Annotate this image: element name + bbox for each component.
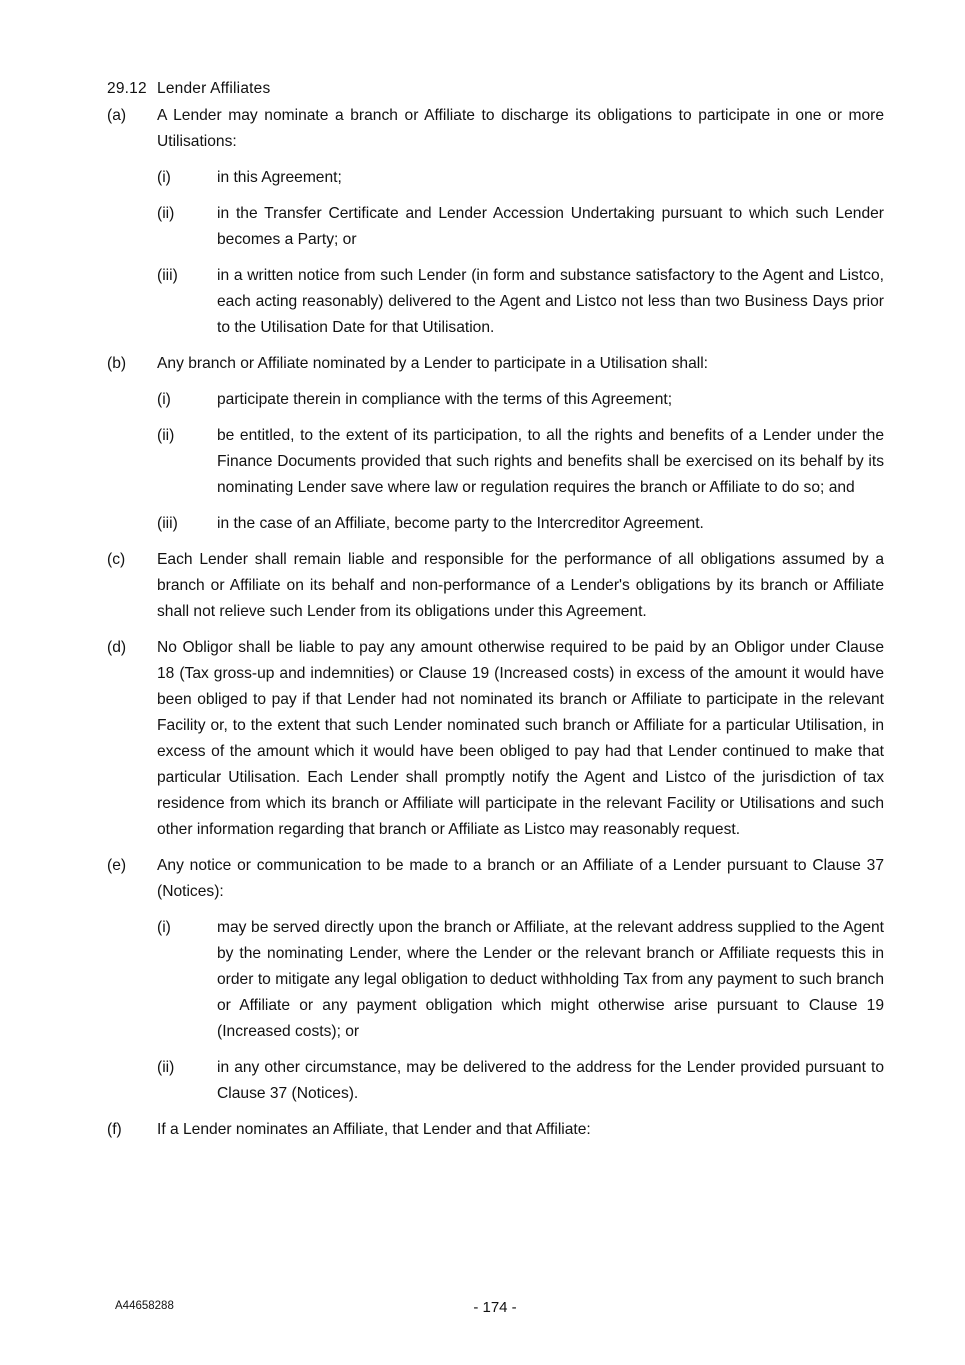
section-heading [107, 80, 270, 98]
subparagraph-label: (iii) [157, 267, 178, 284]
clause-body [107, 103, 884, 1153]
subparagraph-label: (ii) [157, 205, 175, 222]
subparagraph-label: (i) [157, 919, 171, 936]
paragraph-text: If a Lender nominates an Affiliate, that Lender and that Affiliate: [157, 1121, 591, 1138]
subparagraph-e-ii [107, 1055, 884, 1107]
paragraph-text: Each Lender shall remain liable and responsible for the performance of all obligations assumed by a branch or Affiliate on its behalf and non-performance of a Lender's obligations by its branch or Affiliate shall not relieve such Lender from its obligations under this Agreement. [157, 551, 884, 620]
subparagraph-e-i [107, 915, 884, 1045]
paragraph-text: Any notice or communication to be made to a branch or an Affiliate of a Lender pursuant to Clause 37 (Notices): [157, 857, 884, 900]
subparagraph-a-i [107, 165, 884, 191]
subparagraph-a-ii [107, 201, 884, 253]
subparagraph-text: be entitled, to the extent of its participation, to all the rights and benefits of a Lender under the Finance Documents provided that such rights and benefits shall be exercised on its behalf by its nominating Lender save where law or regulation requires the branch or Affiliate to do so; and [217, 427, 884, 496]
section-number: 29.12 [107, 80, 147, 97]
paragraph-label: (c) [107, 551, 126, 568]
page-number: - 174 - [473, 1299, 517, 1316]
paragraph-text: No Obligor shall be liable to pay any amount otherwise required to be paid by an Obligor under Clause 18 (Tax gross-up and indemnities) or Clause 19 (Increased costs) in excess of the amount it would have been obliged to pay if that Lender had not nominated its branch or Affiliate to participate in the relevant Facility or, to the extent that such Lender nominated such branch or Affiliate for a particular Utilisation, in excess of the amount which it would have been obliged to pay had that Lender continued to make that particular Utilisation. Each Lender shall promptly notify the Agent and Listco of the jurisdiction of tax residence from which its branch or Affiliate will participate in the relevant Facility or Utilisations and such other information regarding that branch or Affiliate as Listco may reasonably request. [157, 639, 884, 838]
subparagraph-a-iii [107, 263, 884, 341]
paragraph-label: (f) [107, 1121, 122, 1138]
subparagraph-text: in the case of an Affiliate, become party to the Intercreditor Agreement. [217, 515, 704, 532]
subparagraph-text: in the Transfer Certificate and Lender Accession Undertaking pursuant to which such Lender becomes a Party; or [217, 205, 884, 248]
section-title: Lender Affiliates [157, 80, 271, 97]
paragraph-c [107, 547, 884, 625]
paragraph-text: A Lender may nominate a branch or Affiliate to discharge its obligations to participate in one or more Utilisations: [157, 107, 884, 150]
subparagraph-b-iii [107, 511, 884, 537]
paragraph-a [107, 103, 884, 155]
subparagraph-label: (i) [157, 169, 171, 186]
subparagraph-b-ii [107, 423, 884, 501]
subparagraph-text: in a written notice from such Lender (in form and substance satisfactory to the Agent and Listco, each acting reasonably) delivered to the Agent and Listco not less than two Business Days prior to the Utilisation Date for that Utilisation. [217, 267, 884, 336]
subparagraph-label: (ii) [157, 1059, 175, 1076]
paragraph-b [107, 351, 884, 377]
document-reference: A44658288 [115, 1300, 174, 1312]
subparagraph-text: in this Agreement; [217, 169, 342, 186]
subparagraph-text: in any other circumstance, may be delivered to the address for the Lender provided pursuant to Clause 37 (Notices). [217, 1059, 884, 1102]
paragraph-e [107, 853, 884, 905]
subparagraph-text: may be served directly upon the branch or Affiliate, at the relevant address supplied to the Agent by the nominating Lender, where the Lender or the relevant branch or Affiliate requests this in order to mitigate any legal obligation to deduct withholding Tax from any payment to such branch or Affiliate or any payment obligation which might otherwise arise pursuant to Clause 19 (Increased costs); or [217, 919, 884, 1040]
subparagraph-b-i [107, 387, 884, 413]
paragraph-text: Any branch or Affiliate nominated by a Lender to participate in a Utilisation shall: [157, 355, 709, 372]
subparagraph-text: participate therein in compliance with the terms of this Agreement; [217, 391, 673, 408]
paragraph-f [107, 1117, 884, 1143]
paragraph-label: (d) [107, 639, 127, 656]
paragraph-label: (b) [107, 355, 127, 372]
subparagraph-label: (iii) [157, 515, 178, 532]
paragraph-label: (e) [107, 857, 127, 874]
subparagraph-label: (ii) [157, 427, 175, 444]
paragraph-label: (a) [107, 107, 127, 124]
paragraph-d [107, 635, 884, 843]
subparagraph-label: (i) [157, 391, 171, 408]
